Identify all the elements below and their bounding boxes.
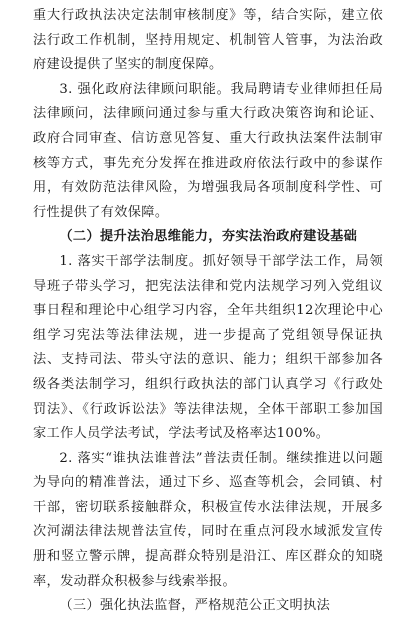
paragraph-law-popularization: 2. 落实“谁执法谁普法”普法责任制。继续推进以问题为导向的精准普法，通过下乡、巡查等机会，会同镇、村干部，密切联系接触群众，积极宣传水法律法规，开展多次河湖法律法规普法宣传，同时在重点河段水域派发宣传册和竖立警示牌，提高群众特别是沿江、库区群众的知晓率，发动群众积极参与线索举报。 — [33, 450, 383, 589]
paragraph-legal-advisor: 3. 强化政府法律顾问职能。我局聘请专业律师担任局法律顾问，法律顾问通过参与重大行政决策咨询和论证、政府合同审查、信访意见答复、重大行政执法案件法制审核等方式，事先充分发挥在推进政府依法行政中的参谋作用，有效防范法律风险，为增强我局各项制度科学性、可行性提供了有效保障。 — [33, 81, 383, 220]
section-heading-3: （三）强化执法监督，严格规范公正文明执法 — [59, 598, 331, 614]
paragraph-cadre-law-study: 1. 落实干部学法制度。抓好领导干部学法工作，局领导班子带头学习，把宪法法律和党内法规学习列入党组议事日程和理论中心组学习内容，全年共组织12次理论中心组学习宪法等法律法规，进一步提高了党组领导保证执法、支持司法、带头守法的意识、能力；组织干部参加各级各类法制学习，组织行政执法的部门认真学习《行政处罚法》、《行政诉讼法》等法律法规，全体干部职工参加国家工作人员学法考试，学法考试及格率达100%。 — [33, 253, 383, 442]
section-heading-2: （二）提升法治思维能力，夯实法治政府建设基础 — [59, 229, 358, 245]
paragraph-institution-building-end: 重大行政执法决定法制审核制度》等，结合实际，建立依法行政工作机制，坚持用规定、机制管人管事，为法治政府建设提供了坚实的制度保障。 — [33, 8, 383, 73]
